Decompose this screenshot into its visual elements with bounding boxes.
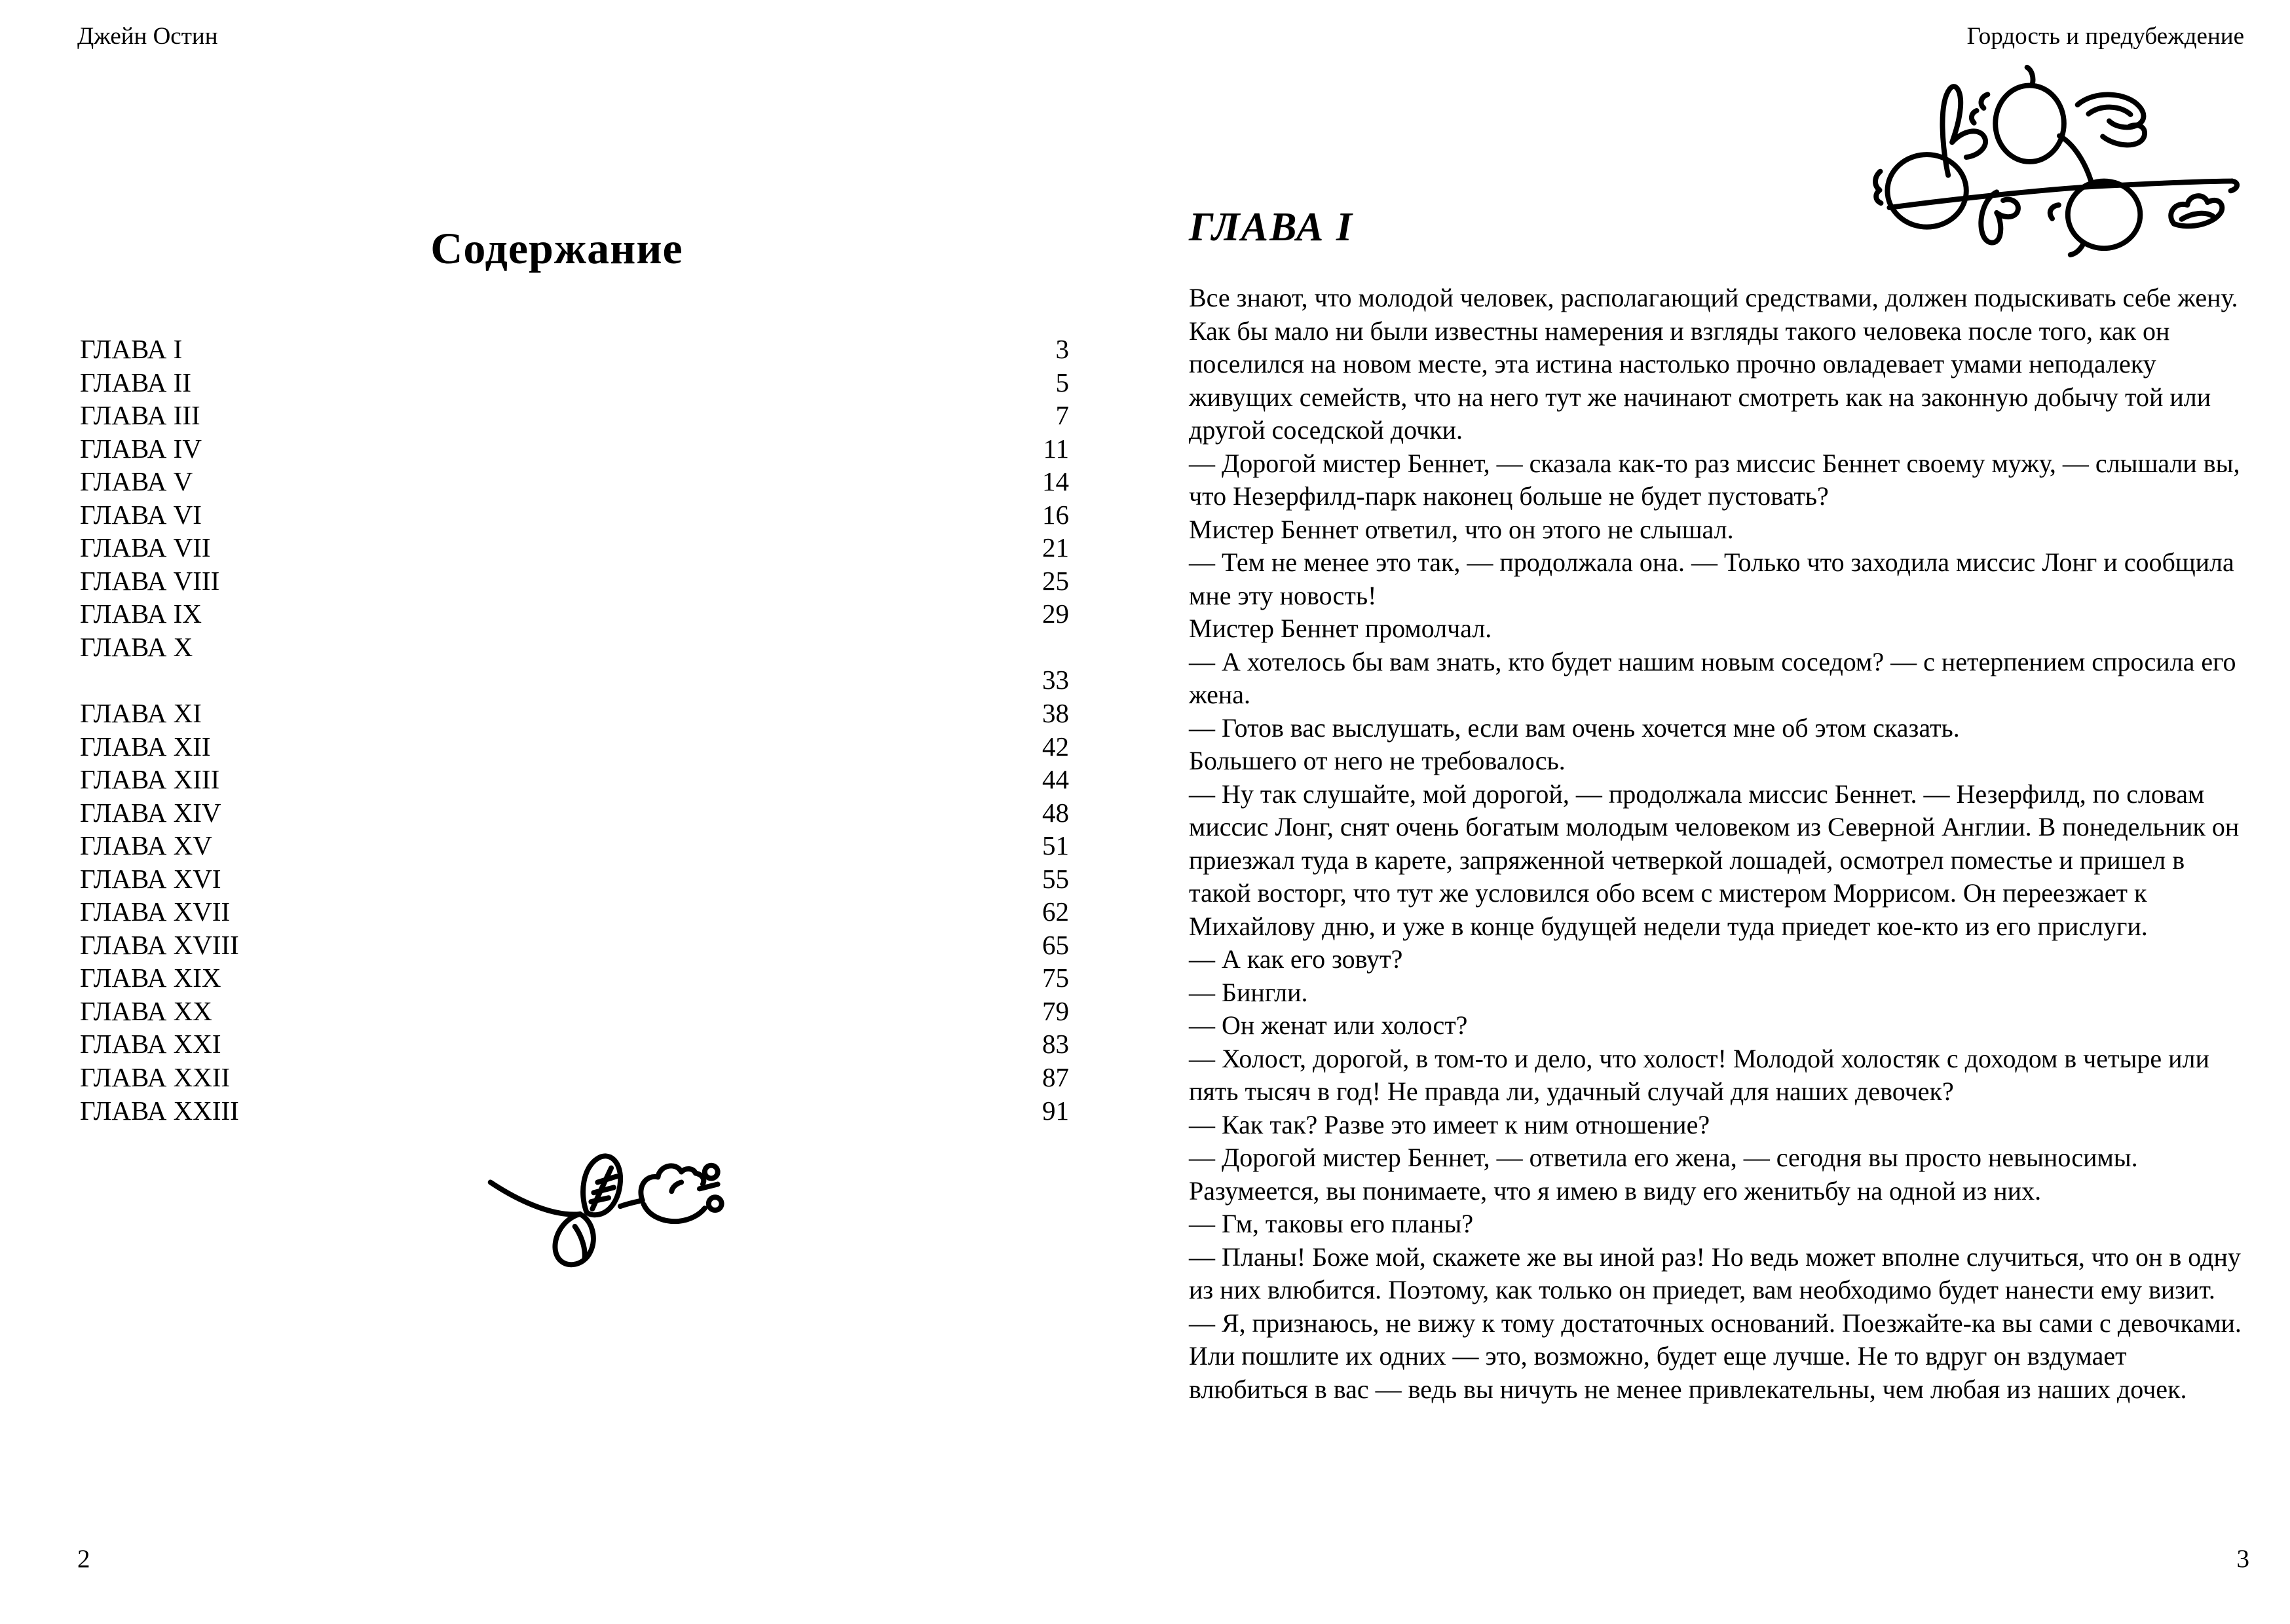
toc-page-number: 38	[1042, 698, 1069, 729]
running-header-author: Джейн Остин	[77, 23, 218, 50]
toc-chapter-label: ГЛАВА XXI	[80, 1029, 221, 1060]
toc-title: Содержание	[430, 223, 683, 273]
running-header-title: Гордость и предубеждение	[1966, 23, 2244, 50]
chapter-paragraph: — Бингли.	[1189, 977, 1308, 1007]
toc-chapter-label: ГЛАВА XVIII	[80, 929, 239, 960]
toc-row	[80, 631, 1069, 664]
toc-page-number: 79	[1042, 995, 1069, 1026]
toc-row	[80, 1061, 1069, 1094]
chapter-paragraph: Большего от него не требовалось.	[1189, 746, 1566, 775]
chapter-paragraph: — Холост, дорогой, в том-то и дело, что холост! Молодой холостяк с доходом в четыре или пять тысяч в год! Не правда ли, удачный случай для наших девочек?	[1189, 1043, 2209, 1106]
toc-chapter-label: ГЛАВА VI	[80, 499, 202, 530]
toc-row	[80, 531, 1069, 564]
toc-page-number: 16	[1042, 499, 1069, 530]
chapter-paragraph: — А как его зовут?	[1189, 944, 1403, 974]
chapter-paragraph: — Планы! Боже мой, скажете же вы иной раз! Но ведь может вполне случиться, что он в одну из них влюбится. Поэтому, как только он приедет, вам необходимо будет нанести ему визит.	[1189, 1242, 2241, 1304]
toc-row	[80, 1027, 1069, 1061]
toc-page-number: 14	[1042, 466, 1069, 497]
toc-row	[80, 829, 1069, 862]
toc-page-number: 25	[1042, 565, 1069, 596]
toc-chapter-label: ГЛАВА XVII	[80, 896, 231, 927]
toc-chapter-label: ГЛАВА XVI	[80, 863, 221, 894]
chapter-paragraph: Мистер Беннет ответил, что он этого не слышал.	[1189, 514, 1734, 544]
toc-row	[80, 399, 1069, 432]
toc-page-number: 65	[1042, 929, 1069, 960]
chapter-paragraph: — А хотелось бы вам знать, кто будет нашим новым соседом? — с нетерпением спросила его жена.	[1189, 646, 2236, 709]
toc-row	[80, 929, 1069, 962]
toc-chapter-label: ГЛАВА XIV	[80, 797, 221, 828]
toc-row	[80, 961, 1069, 995]
toc-chapter-label: ГЛАВА I	[80, 334, 183, 364]
toc-page-number: 51	[1042, 830, 1069, 861]
toc-row	[80, 564, 1069, 598]
toc-row	[80, 597, 1069, 631]
toc-page-number: 42	[1042, 731, 1069, 762]
toc-chapter-label: ГЛАВА III	[80, 400, 200, 431]
toc-chapter-label: ГЛАВА XI	[80, 698, 202, 729]
toc-page-number: 55	[1042, 863, 1069, 894]
page-number-right: 3	[2236, 1545, 2249, 1573]
toc-chapter-label: ГЛАВА V	[80, 466, 193, 497]
toc-page-number: 5	[1055, 367, 1069, 397]
chapter-heading: ГЛАВА I	[1189, 205, 1354, 249]
toc-chapter-label: ГЛАВА XII	[80, 731, 211, 762]
chapter-paragraph: — Готов вас выслушать, если вам очень хочется мне об этом сказать.	[1189, 712, 1960, 743]
toc-page-number: 62	[1042, 896, 1069, 927]
toc-row	[80, 730, 1069, 764]
chapter-paragraph: — Ну так слушайте, мой дорогой, — продолжала миссис Беннет. — Незерфилд, по словам миссис Лонг, снят очень богатым молодым человеком из Северной Англии. В понедельник он приезжал туда в карете, запряженной четверкой лошадей, осмотрел поместье и пришел в такой восторг, что тут же условился обо всем с мистером Моррисом. Он переезжает к Михайлову дню, и уже в конце будущей недели туда приедет кое-кто из его прислуги.	[1189, 779, 2240, 941]
toc-page-number: 48	[1042, 797, 1069, 828]
toc-row	[80, 663, 1069, 697]
toc-row	[80, 895, 1069, 929]
chapter-body	[1189, 282, 2246, 1406]
toc-chapter-label: ГЛАВА XV	[80, 830, 212, 861]
toc-row	[80, 465, 1069, 498]
chapter-paragraph: Как бы мало ни были известны намерения и взгляды такого человека после того, как он поселился на новом месте, эта истина настолько прочно овладевает умами неподалеку живущих семейств, что на него тут же начинают смотреть как на законную добычу той или другой соседской дочки.	[1189, 316, 2211, 445]
toc-row	[80, 366, 1069, 399]
toc-chapter-label: ГЛАВА XXIII	[80, 1095, 239, 1126]
toc-page-number: 3	[1055, 334, 1069, 364]
chapter-paragraph: — Я, признаюсь, не вижу к тому достаточных оснований. Поезжайте-ка вы сами с девочками. Или пошлите их одних — это, возможно, будет еще лучше. Не то вдруг он вздумает влюбиться в вас — ведь вы ничуть не менее привлекательны, чем любая из наших дочек.	[1189, 1308, 2242, 1404]
toc-page-number: 21	[1042, 532, 1069, 563]
toc-row	[80, 498, 1069, 532]
page-number-left: 2	[77, 1545, 90, 1573]
toc-page-number: 44	[1042, 764, 1069, 795]
toc-page-number: 91	[1042, 1095, 1069, 1126]
toc-row	[80, 763, 1069, 796]
toc-chapter-label: ГЛАВА XIII	[80, 764, 220, 795]
toc-chapter-label: ГЛАВА VIII	[80, 565, 220, 596]
toc-row	[80, 862, 1069, 896]
toc-page-number: 83	[1042, 1029, 1069, 1060]
toc-chapter-label: ГЛАВА IX	[80, 599, 202, 629]
chapter-paragraph: Мистер Беннет промолчал.	[1189, 614, 1492, 643]
toc-row	[80, 333, 1069, 366]
toc-chapter-label: ГЛАВА VII	[80, 532, 211, 563]
toc-page-number: 75	[1042, 963, 1069, 993]
chapter-paragraph: — Дорогой мистер Беннет, — сказала как-то раз миссис Беннет своему мужу, — слышали вы, что Незерфилд-парк наконец больше не будет пустовать?	[1189, 448, 2240, 511]
toc-page-number: 29	[1042, 599, 1069, 629]
chapter-paragraph: — Дорогой мистер Беннет, — ответила его жена, — сегодня вы просто невыносимы. Разумеется, вы понимаете, что я имею в виду его женитьбу на одной из них.	[1189, 1143, 2138, 1206]
chapter-paragraph: — Как так? Разве это имеет к ним отношение?	[1189, 1109, 1710, 1139]
toc-page-number: 11	[1043, 433, 1069, 464]
toc-page-number: 87	[1042, 1062, 1069, 1093]
toc-chapter-label: ГЛАВА X	[80, 631, 193, 662]
toc-page-number: 7	[1055, 400, 1069, 431]
toc-chapter-label: ГЛАВА IV	[80, 433, 202, 464]
toc-row	[80, 697, 1069, 730]
chapter-paragraph: — Тем не менее это так, — продолжала она. — Только что заходила миссис Лонг и сообщила мне эту новость!	[1189, 547, 2234, 610]
chapter-paragraph: — Гм, таковы его планы?	[1189, 1209, 1474, 1238]
toc-chapter-label: ГЛАВА XX	[80, 995, 212, 1026]
toc-row	[80, 1094, 1069, 1128]
toc-row	[80, 796, 1069, 830]
branch-with-berries-doodle	[1867, 58, 2248, 258]
toc-list	[80, 333, 1069, 1127]
toc-chapter-label: ГЛАВА XXII	[80, 1062, 231, 1093]
chapter-paragraph: — Он женат или холост?	[1189, 1010, 1468, 1040]
toc-row	[80, 995, 1069, 1028]
flower-sprig-doodle	[480, 1141, 758, 1290]
toc-chapter-label: ГЛАВА XIX	[80, 963, 221, 993]
toc-row	[80, 432, 1069, 466]
toc-chapter-label: ГЛАВА II	[80, 367, 191, 397]
toc-page-number: 33	[1042, 665, 1069, 695]
chapter-paragraph: Все знают, что молодой человек, располагающий средствами, должен подыскивать себе жену.	[1189, 283, 2238, 312]
